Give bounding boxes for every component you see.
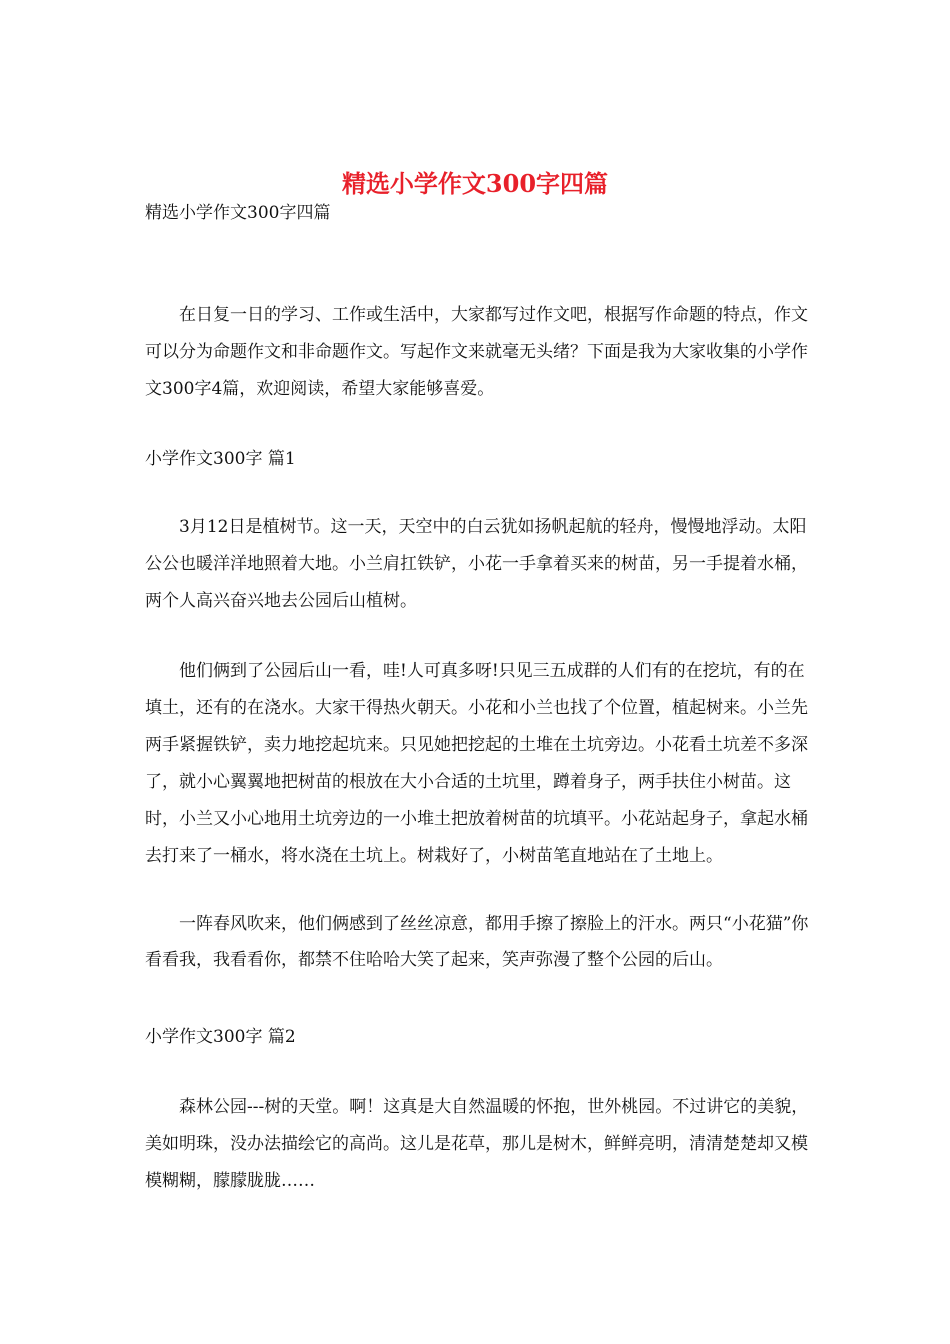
section-paragraph: 一阵春风吹来，他们俩感到了丝丝凉意，都用手擦了擦脸上的汗水。两只“小花猫”你看看我，我看看你，都禁不住哈哈大笑了起来，笑声弥漫了整个公园的后山。 xyxy=(145,914,809,970)
section-paragraph: 森林公园---树的天堂。啊！这真是大自然温暖的怀抱，世外桃园。不过讲它的美貌，美如明珠，没办法描绘它的高尚。这儿是花草，那儿是树木，鲜鲜亮明，清清楚楚却又模模糊糊，朦朦胧胧…… xyxy=(145,1097,809,1191)
section-paragraph: 3月12日是植树节。这一天，天空中的白云犹如扬帆起航的轻舟，慢慢地浮动。太阳公公也暖洋洋地照着大地。小兰肩扛铁铲，小花一手拿着买来的树苗，另一手提着水桶，两个人高兴奋兴地去公园后山植树。 xyxy=(145,517,808,611)
document-subtitle: 精选小学作文300字四篇 xyxy=(145,203,331,223)
section-heading: 小学作文300字 篇1 xyxy=(145,449,296,469)
document-title: 精选小学作文300字四篇 xyxy=(341,169,609,199)
intro-paragraph: 在日复一日的学习、工作或生活中，大家都写过作文吧，根据写作命题的特点，作文可以分为命题作文和非命题作文。写起作文来就毫无头绪？下面是我为大家收集的小学作文300字4篇，欢迎阅读，希望大家能够喜爱。 xyxy=(145,305,808,399)
section-paragraph: 他们俩到了公园后山一看，哇!人可真多呀!只见三五成群的人们有的在挖坑，有的在填土，还有的在浇水。大家干得热火朝天。小花和小兰也找了个位置，植起树来。小兰先两手紧握铁铲，卖力地挖起坑来。只见她把挖起的土堆在土坑旁边。小花看土坑差不多深了，就小心翼翼地把树苗的根放在大小合适的土坑里，蹲着身子，两手扶住小树苗。这时，小兰又小心地用土坑旁边的一小堆土把放着树苗的坑填平。小花站起身子，拿起水桶去打来了一桶水，将水浇在土坑上。树栽好了，小树苗笔直地站在了土地上。 xyxy=(145,661,808,866)
section-heading: 小学作文300字 篇2 xyxy=(145,1027,296,1047)
